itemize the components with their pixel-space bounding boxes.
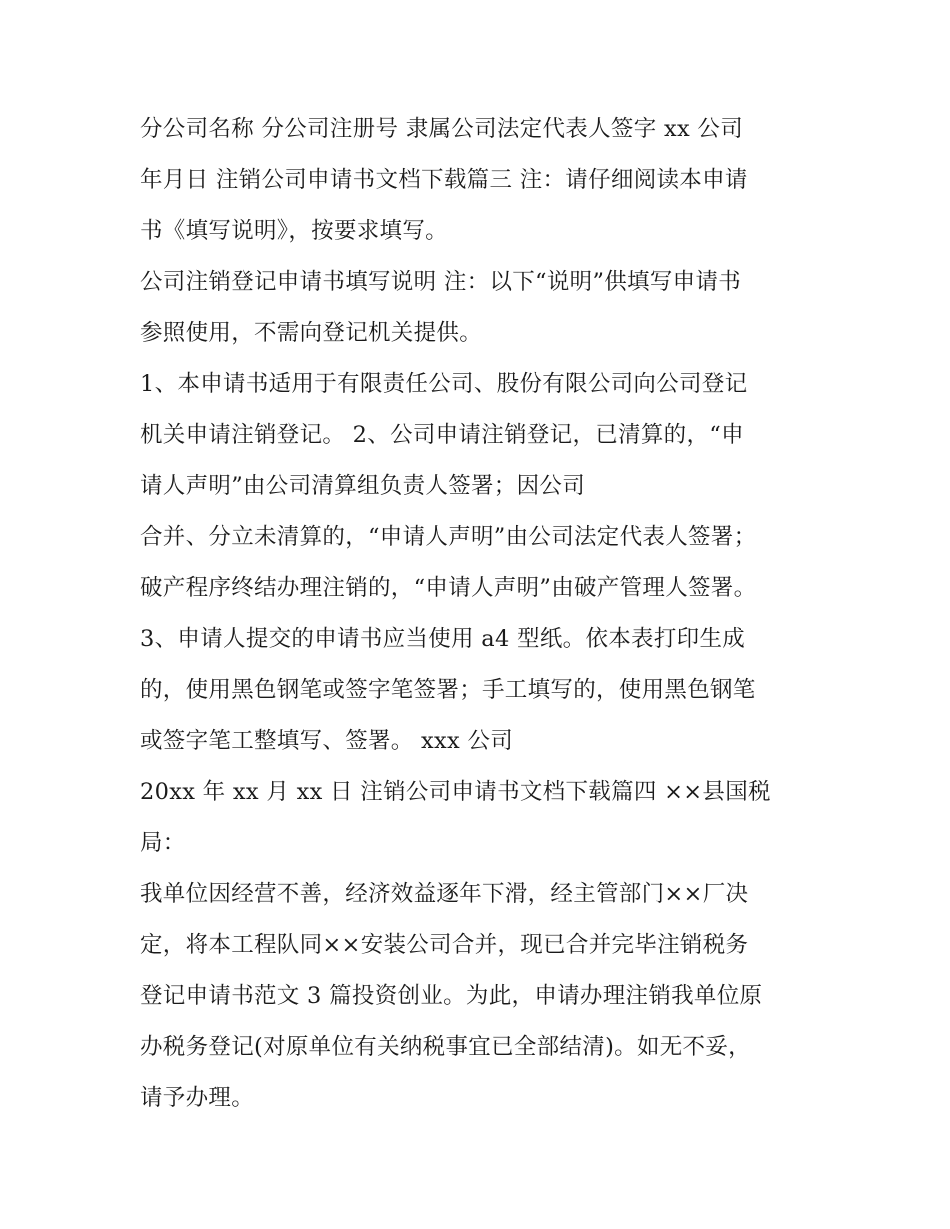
- text-line: 办税务登记(对原单位有关纳税事宜已全部结清)。如无不妥，: [140, 1034, 751, 1060]
- text-line: 3、申请人提交的申请书应当使用 a4 型纸。依本表打印生成: [140, 626, 746, 652]
- text-line: 合并、分立未清算的，“申请人声明”由公司法定代表人签署；: [140, 524, 757, 550]
- text-line: 我单位因经营不善，经济效益逐年下滑，经主管部门××厂决: [140, 881, 749, 907]
- text-line: 定，将本工程队同××安装公司合并，现已合并完毕注销税务: [140, 932, 749, 958]
- text-line: 1、本申请书适用于有限责任公司、股份有限公司向公司登记: [140, 371, 748, 397]
- text-line: 书《填写说明》，按要求填写。: [140, 218, 448, 244]
- text-line: 公司注销登记申请书填写说明 注：以下“说明”供填写申请书: [140, 269, 742, 295]
- text-line: 年月日 注销公司申请书文档下载篇三 注：请仔细阅读本申请: [140, 167, 748, 193]
- document-body: [140, 110, 830, 1130]
- text-line: 登记申请书范文 3 篇投资创业。为此，申请办理注销我单位原: [140, 983, 763, 1009]
- text-line: 参照使用，不需向登记机关提供。: [140, 320, 483, 346]
- text-line: 请人声明”由公司清算组负责人签署；因公司: [140, 473, 586, 499]
- text-line: 机关申请注销登记。 2、公司申请注销登记，已清算的，“申: [140, 422, 744, 448]
- text-line: 破产程序终结办理注销的，“申请人声明”由破产管理人签署。: [140, 575, 757, 601]
- text-line: 请予办理。: [140, 1085, 255, 1111]
- text-line: 或签字笔工整填写、签署。 xxx 公司: [140, 728, 514, 754]
- text-line: 分公司名称 分公司注册号 隶属公司法定代表人签字 xx 公司: [140, 116, 743, 142]
- text-line: 局：: [140, 830, 186, 856]
- text-line: 20xx 年 xx 月 xx 日 注销公司申请书文档下载篇四 ××县国税: [140, 779, 771, 805]
- text-line: 的，使用黑色钢笔或签字笔签署；手工填写的，使用黑色钢笔: [140, 677, 756, 703]
